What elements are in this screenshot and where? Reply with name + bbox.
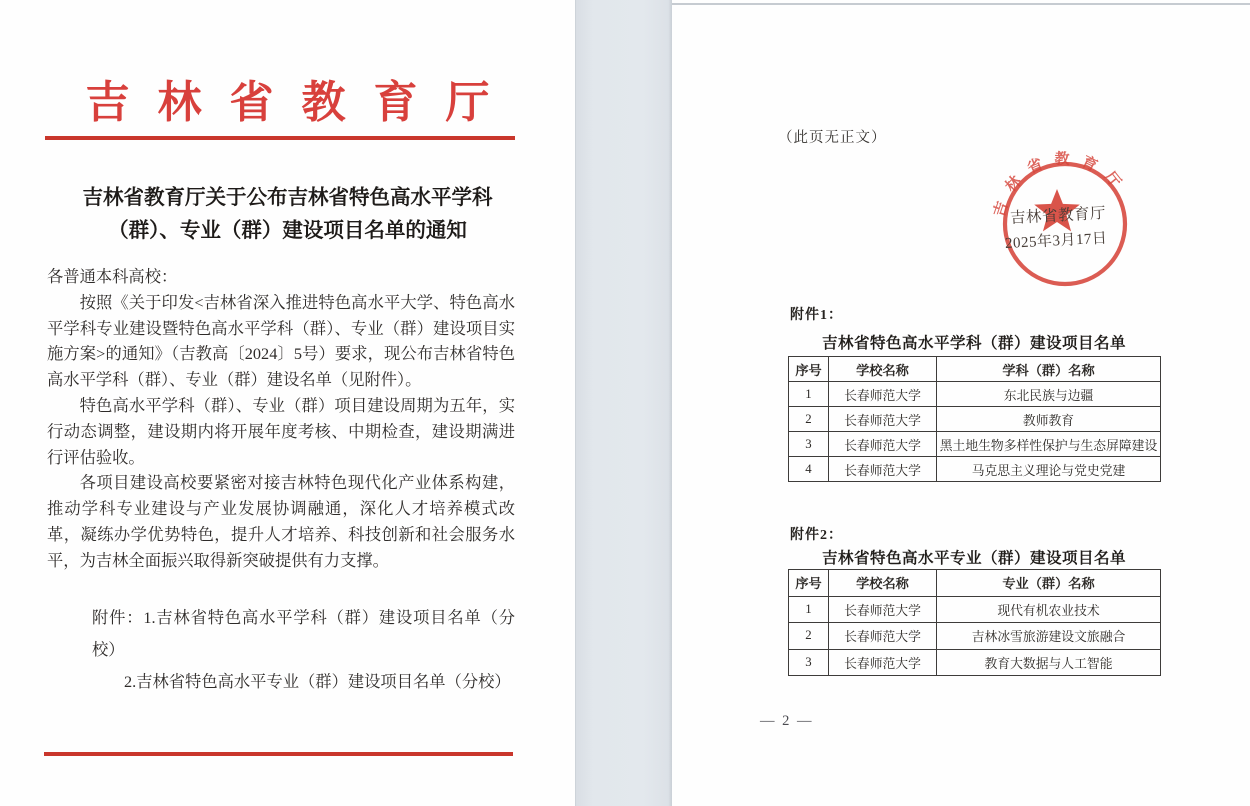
cell-school: 长春师范大学 <box>829 649 937 676</box>
cell-school: 长春师范大学 <box>829 457 937 482</box>
header-cell-discipline: 学科（群）名称 <box>937 357 1161 382</box>
page-gap-background <box>575 0 672 806</box>
cell-school: 长春师范大学 <box>829 623 937 650</box>
cell-no: 2 <box>789 623 829 650</box>
cell-discipline: 教师教育 <box>937 407 1161 432</box>
table-row <box>789 596 1161 623</box>
attachments-item-2: 2.吉林省特色高水平专业（群）建设项目名单（分校） <box>124 671 511 691</box>
cell-major: 现代有机农业技术 <box>937 596 1161 623</box>
attachments-list <box>47 602 515 698</box>
page-number: — 2 — <box>760 713 814 729</box>
document-title <box>40 182 535 248</box>
header-cell-major: 专业（群）名称 <box>937 570 1161 597</box>
cell-school: 长春师范大学 <box>829 596 937 623</box>
header-cell-school: 学校名称 <box>829 357 937 382</box>
table-row <box>789 432 1161 457</box>
attachment1-label: 附件1： <box>790 308 843 323</box>
attachment2-label: 附件2： <box>790 528 843 543</box>
attachment1-table-title: 吉林省特色高水平学科（群）建设项目名单 <box>821 335 1126 352</box>
header-cell-school: 学校名称 <box>829 570 937 597</box>
document-page-2 <box>672 0 1250 806</box>
signing-agency-name: 吉林省教育厅 <box>1009 204 1107 227</box>
body-paragraph-3: 各项目建设高校要紧密对接吉林特色现代化产业体系构建，推动学科专业建设与产业发展协调融通，深化人才培养模式改革，凝练办学优势特色，提升人才培养、科技创新和社会服务水平，为吉林全面振兴取得新突破提供有力支撑。 <box>47 473 515 570</box>
seal-ring-text: 吉林省教育厅 <box>991 151 1131 220</box>
letterhead-divider-rule <box>45 136 515 140</box>
document-title-line2: （群）、专业（群）建设项目名单的通知 <box>108 220 467 242</box>
header-cell-no: 序号 <box>789 570 829 597</box>
salutation: 各普通本科高校： <box>47 267 178 286</box>
cell-school: 长春师范大学 <box>829 432 937 457</box>
cell-discipline: 马克思主义理论与党史党建 <box>937 457 1161 482</box>
signing-date: 2025年3月17日 <box>1004 230 1108 252</box>
attachment2-table-title: 吉林省特色高水平专业（群）建设项目名单 <box>821 550 1126 567</box>
table-row <box>789 382 1161 407</box>
table-row <box>789 407 1161 432</box>
cell-major: 教育大数据与人工智能 <box>937 649 1161 676</box>
cell-school: 长春师范大学 <box>829 407 937 432</box>
attachment2-table <box>788 569 1161 676</box>
page-edge-shadow <box>672 3 1250 5</box>
cell-no: 1 <box>789 382 829 407</box>
cell-school: 长春师范大学 <box>829 382 937 407</box>
cell-no: 1 <box>789 596 829 623</box>
cell-no: 4 <box>789 457 829 482</box>
document-body <box>47 264 515 698</box>
table-row <box>789 649 1161 676</box>
document-page-1 <box>0 0 575 806</box>
table-row <box>789 623 1161 650</box>
cell-no: 3 <box>789 649 829 676</box>
header-cell-no: 序号 <box>789 357 829 382</box>
document-title-line1: 吉林省教育厅关于公布吉林省特色高水平学科 <box>82 187 493 209</box>
cell-no: 3 <box>789 432 829 457</box>
table-header-row <box>789 357 1161 382</box>
attachment1-table <box>788 356 1161 482</box>
cell-discipline: 黑土地生物多样性保护与生态屏障建设 <box>937 432 1161 457</box>
cell-discipline: 东北民族与边疆 <box>937 382 1161 407</box>
attachments-item-1: 附件：1.吉林省特色高水平学科（群）建设项目名单（分校） <box>92 607 515 659</box>
body-paragraph-2: 特色高水平学科（群）、专业（群）项目建设周期为五年，实行动态调整，建设期内将开展年度考核、中期检查，建设期满进行评估验收。 <box>47 395 515 467</box>
table-header-row <box>789 570 1161 597</box>
body-paragraph-1: 按照《关于印发<吉林省深入推进特色高水平大学、特色高水平学科专业建设暨特色高水平学科（群）、专业（群）建设项目实施方案>的通知》（吉教高〔2024〕5号）要求，现公布吉林省特色高水平学科（群）、专业（群）建设名单（见附件）。 <box>47 292 515 390</box>
table-row <box>789 457 1161 482</box>
cell-major: 吉林冰雪旅游建设文旅融合 <box>937 623 1161 650</box>
cell-no: 2 <box>789 407 829 432</box>
agency-letterhead: 吉林省教育厅 <box>85 78 518 127</box>
no-body-text-notice: （此页无正文） <box>778 130 887 146</box>
footer-rule <box>44 752 513 756</box>
